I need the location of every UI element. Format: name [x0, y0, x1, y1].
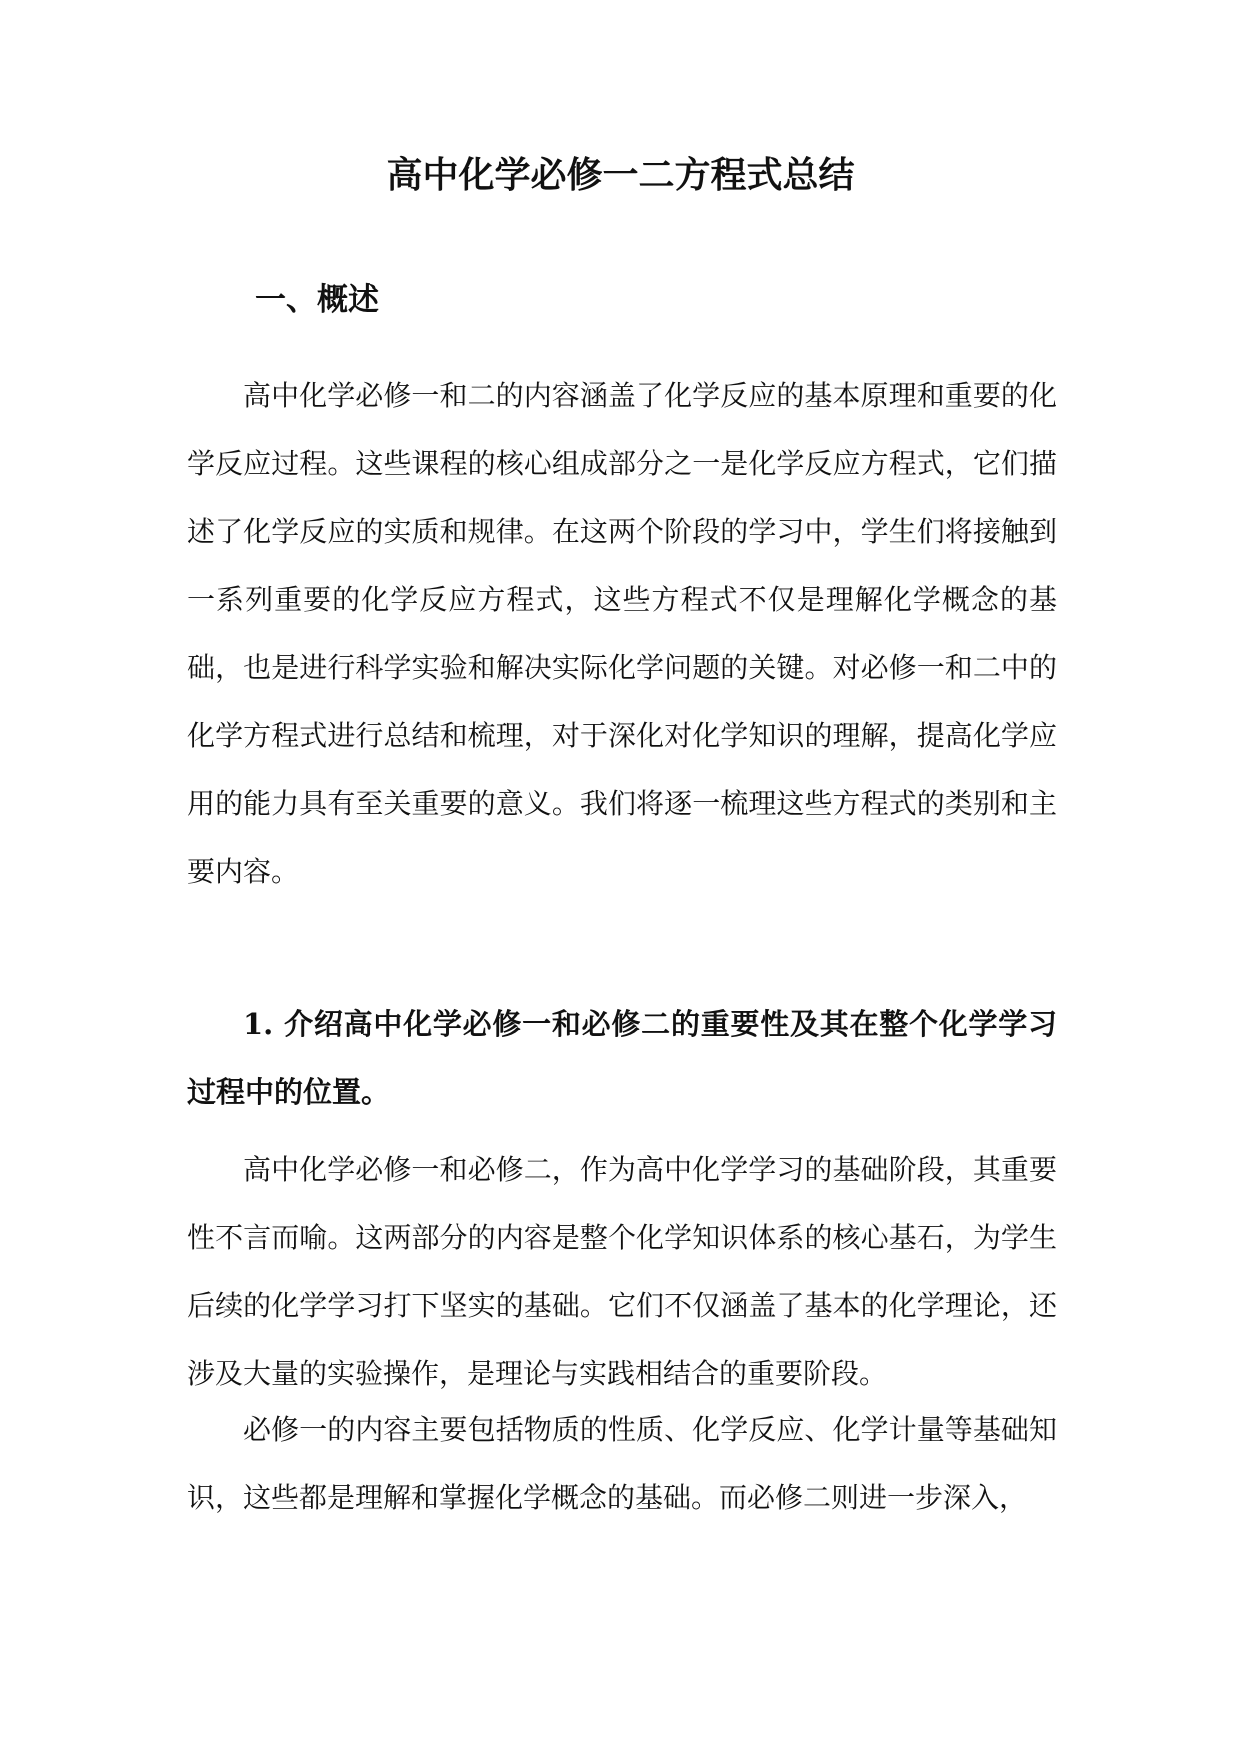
- document-title: 高中化学必修一二方程式总结: [386, 154, 855, 196]
- subsection-heading-importance: 1. 介绍高中化学必修一和必修二的重要性及其在整个化学学习过程中的位置。: [187, 1007, 1057, 1109]
- importance-paragraph-1: 高中化学必修一和必修二，作为高中化学学习的基础阶段，其重要性不言而喻。这两部分的内容是整个化学知识体系的核心基石，为学生后续的化学学习打下坚实的基础。它们不仅涵盖了基本的化学理论，还涉及大量的实验操作，是理论与实践相结合的重要阶段。: [187, 1153, 1057, 1390]
- section-heading-overview: 一、概述: [255, 282, 379, 318]
- importance-paragraph-2: 必修一的内容主要包括物质的性质、化学反应、化学计量等基础知识，这些都是理解和掌握化学概念的基础。而必修二则进一步深入，: [187, 1413, 1057, 1514]
- overview-paragraph: 高中化学必修一和二的内容涵盖了化学反应的基本原理和重要的化学反应过程。这些课程的核心组成部分之一是化学反应方程式，它们描述了化学反应的实质和规律。在这两个阶段的学习中，学生们将接触到一系列重要的化学反应方程式，这些方程式不仅是理解化学概念的基础，也是进行科学实验和解决实际化学问题的关键。对必修一和二中的化学方程式进行总结和梳理，对于深化对化学知识的理解，提高化学应用的能力具有至关重要的意义。我们将逐一梳理这些方程式的类别和主要内容。: [187, 379, 1057, 888]
